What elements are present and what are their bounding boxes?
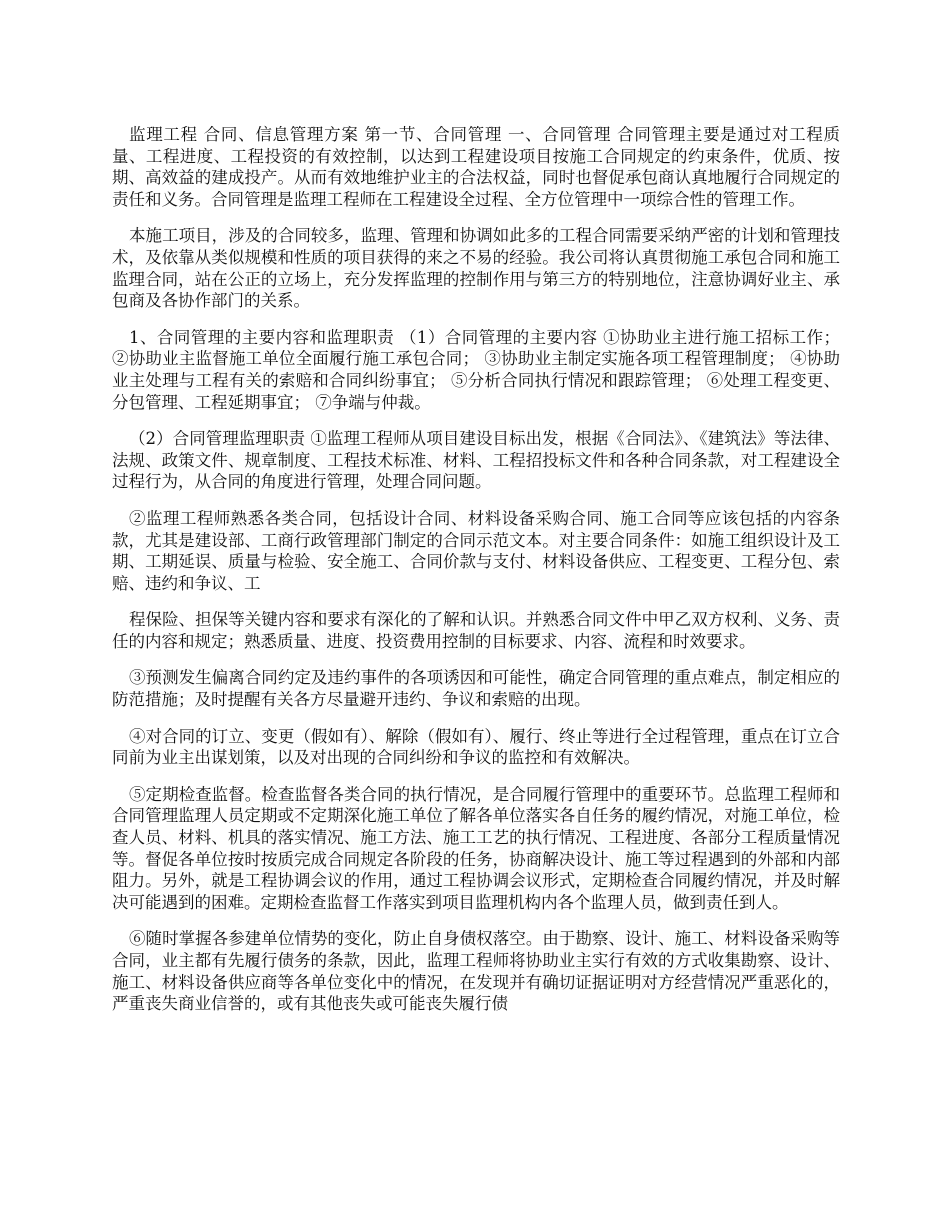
paragraph-project-scope: 本施工项目，涉及的合同较多，监理、管理和协调如此多的工程合同需要采纳严密的计划和管理技术，及依靠从类似规模和性质的项目获得的来之不易的经验。我公司将认真贯彻施工承包合同和施工监理合同，站在公正的立场上，充分发挥监理的控制作用与第三方的特别地位，注意协调好业主、承包商及各协作部门的关系。 (112, 226, 840, 311)
paragraph-duty-5: ⑤定期检查监督。检查监督各类合同的执行情况，是合同履行管理中的重要环节。总监理工程师和合同管理监理人员定期或不定期深化施工单位了解各单位落实各自任务的履约情况，对施工单位，检查人员、材料、机具的落实情况、施工方法、施工工艺的执行情况、工程进度、各部分工程质量情况等。督促各单位按时按质完成合同规定各阶段的任务，协商解决设计、施工等过程遇到的外部和内部阻力。另外，就是工程协调会议的作用，通过工程协调会议形式，定期检查合同履约情况，并及时解决可能遇到的困难。定期检查监督工作落实到项目监理机构内各个监理人员，做到责任到人。 (112, 784, 840, 912)
paragraph-duty-3: ③预测发生偏离合同约定及违约事件的各项诱因和可能性，确定合同管理的重点难点，制定相应的防范措施；及时提醒有关各方尽量避开违约、争议和索赔的出现。 (112, 668, 840, 710)
paragraph-duty-2-continued: 程保险、担保等关键内容和要求有深化的了解和认识。并熟悉合同文件中甲乙双方权利、义务、责任的内容和规定；熟悉质量、进度、投资费用控制的目标要求、内容、流程和时效要求。 (112, 610, 840, 651)
paragraph-duty-2: ②监理工程师熟悉各类合同，包括设计合同、材料设备采购合同、施工合同等应该包括的内容条款，尤其是建设部、工商行政管理部门制定的合同示范文本。对主要合同条件：如施工组织设计及工期、工期延误、质量与检验、安全施工、合同价款与支付、材料设备供应、工程变更、工程分包、索赔、违约和争议、工 (112, 508, 840, 593)
paragraph-intro: 监理工程 合同、信息管理方案 第一节、合同管理 一、合同管理 合同管理主要是通过对工程质量、工程进度、工程投资的有效控制，以达到工程建设项目按施工合同规定的约束条件，优质、按期、高效益的建成投产。从而有效地维护业主的合法权益，同时也督促承包商认真地履行合同规定的责任和义务。合同管理是监理工程师在工程建设全过程、全方位管理中一项综合性的管理工作。 (112, 125, 840, 209)
paragraph-duty-6: ⑥随时掌握各参建单位情势的变化，防止自身债权落空。由于勘察、设计、施工、材料设备采购等合同，业主都有先履行债务的条款，因此，监理工程师将协助业主实行有效的方式收集勘察、设计、施工、材料设备供应商等各单位变化中的情况，在发现并有确切证据证明对方经营情况严重恶化的，严重丧失商业信誉的，或有其他丧失或可能丧失履行债 (112, 929, 840, 1014)
document-body (112, 124, 840, 1030)
paragraph-duty-1: （2）合同管理监理职责 ①监理工程师从项目建设目标出发，根据《合同法》、《建筑法》等法律、法规、政策文件、规章制度、工程技术标准、材料、工程招投标文件和各种合同条款，对工程建设全过程行为，从合同的角度进行管理，处理合同问题。 (112, 429, 840, 492)
paragraph-duty-4: ④对合同的订立、变更（假如有）、解除（假如有）、履行、终止等进行全过程管理，重点在订立合同前为业主出谋划策，以及对出现的合同纠纷和争议的监控和有效解决。 (112, 726, 840, 768)
paragraph-main-content: 1、合同管理的主要内容和监理职责 （1）合同管理的主要内容 ①协助业主进行施工招标工作； ②协助业主监督施工单位全面履行施工承包合同； ③协助业主制定实施各项工程管理制度； ④协助业主处理与工程有关的索赔和合同纠纷事宜； ⑤分析合同执行情况和跟踪管理； ⑥处理工程变更、分包管理、工程延期事宜； ⑦争端与仲裁。 (112, 327, 840, 412)
